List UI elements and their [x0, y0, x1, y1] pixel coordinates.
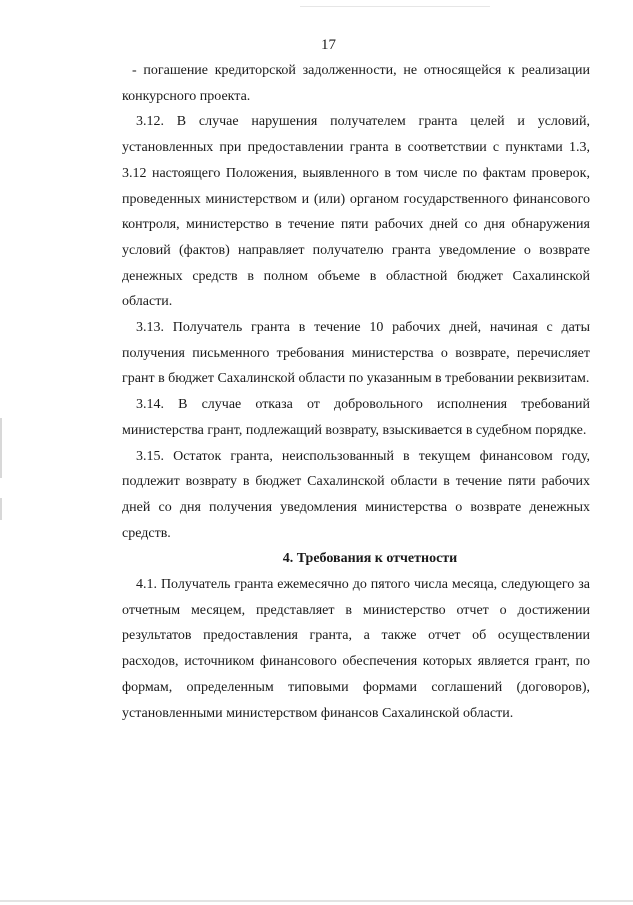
- page-number: 17: [321, 37, 336, 53]
- paragraph-3-12: 3.12. В случае нарушения получателем гранта целей и условий, установленных при предоставлении гранта в соответствии с пунктами 1.3, 3.12 настоящего Положения, выявленного в том числе по фактам проверок, проведенных министерством и (или) органом государственного финансового контроля, министерство в течение пяти рабочих дней со дня обнаружения условий (фактов) направляет получателю гранта уведомление о возврате денежных средств в полном объеме в областной бюджет Сахалинской области.: [122, 114, 590, 310]
- paragraph-3-15: 3.15. Остаток гранта, неиспользованный в текущем финансовом году, подлежит возврату в бюджет Сахалинской области в течение пяти рабочих дней со дня получения уведомления министерства о возврате денежных средств.: [122, 448, 590, 541]
- paragraph-4-1: 4.1. Получатель гранта ежемесячно до пятого числа месяца, следующего за отчетным месяцем, представляет в министерство отчет о достижении результатов предоставления гранта, а также отчет об осуществлении расходов, источником финансового обеспечения которых является грант, по формам, определенным типовыми формами соглашений (договоров), установленными министерством финансов Сахалинской области.: [122, 577, 590, 721]
- section-heading-reporting: 4. Требования к отчетности: [282, 551, 458, 567]
- paragraph-3-13: 3.13. Получатель гранта в течение 10 рабочих дней, начиная с даты получения письменного требования министерства о возврате, перечисляет грант в бюджет Сахалинской области по указанным в требовании реквизитам.: [122, 320, 590, 387]
- document-body: [122, 58, 590, 726]
- paragraph-3-14: 3.14. В случае отказа от добровольного исполнения требований министерства грант, подлежащий возврату, взыскивается в судебном порядке.: [122, 397, 590, 438]
- scan-artifact-left-edge: [0, 418, 2, 478]
- paragraph-debt-repayment: - погашение кредиторской задолженности, не относящейся к реализации конкурсного проекта.: [122, 63, 590, 104]
- scan-artifact-bottom: [0, 900, 633, 902]
- scan-artifact-left-edge-lower: [0, 498, 2, 520]
- scan-artifact-top: [300, 6, 490, 7]
